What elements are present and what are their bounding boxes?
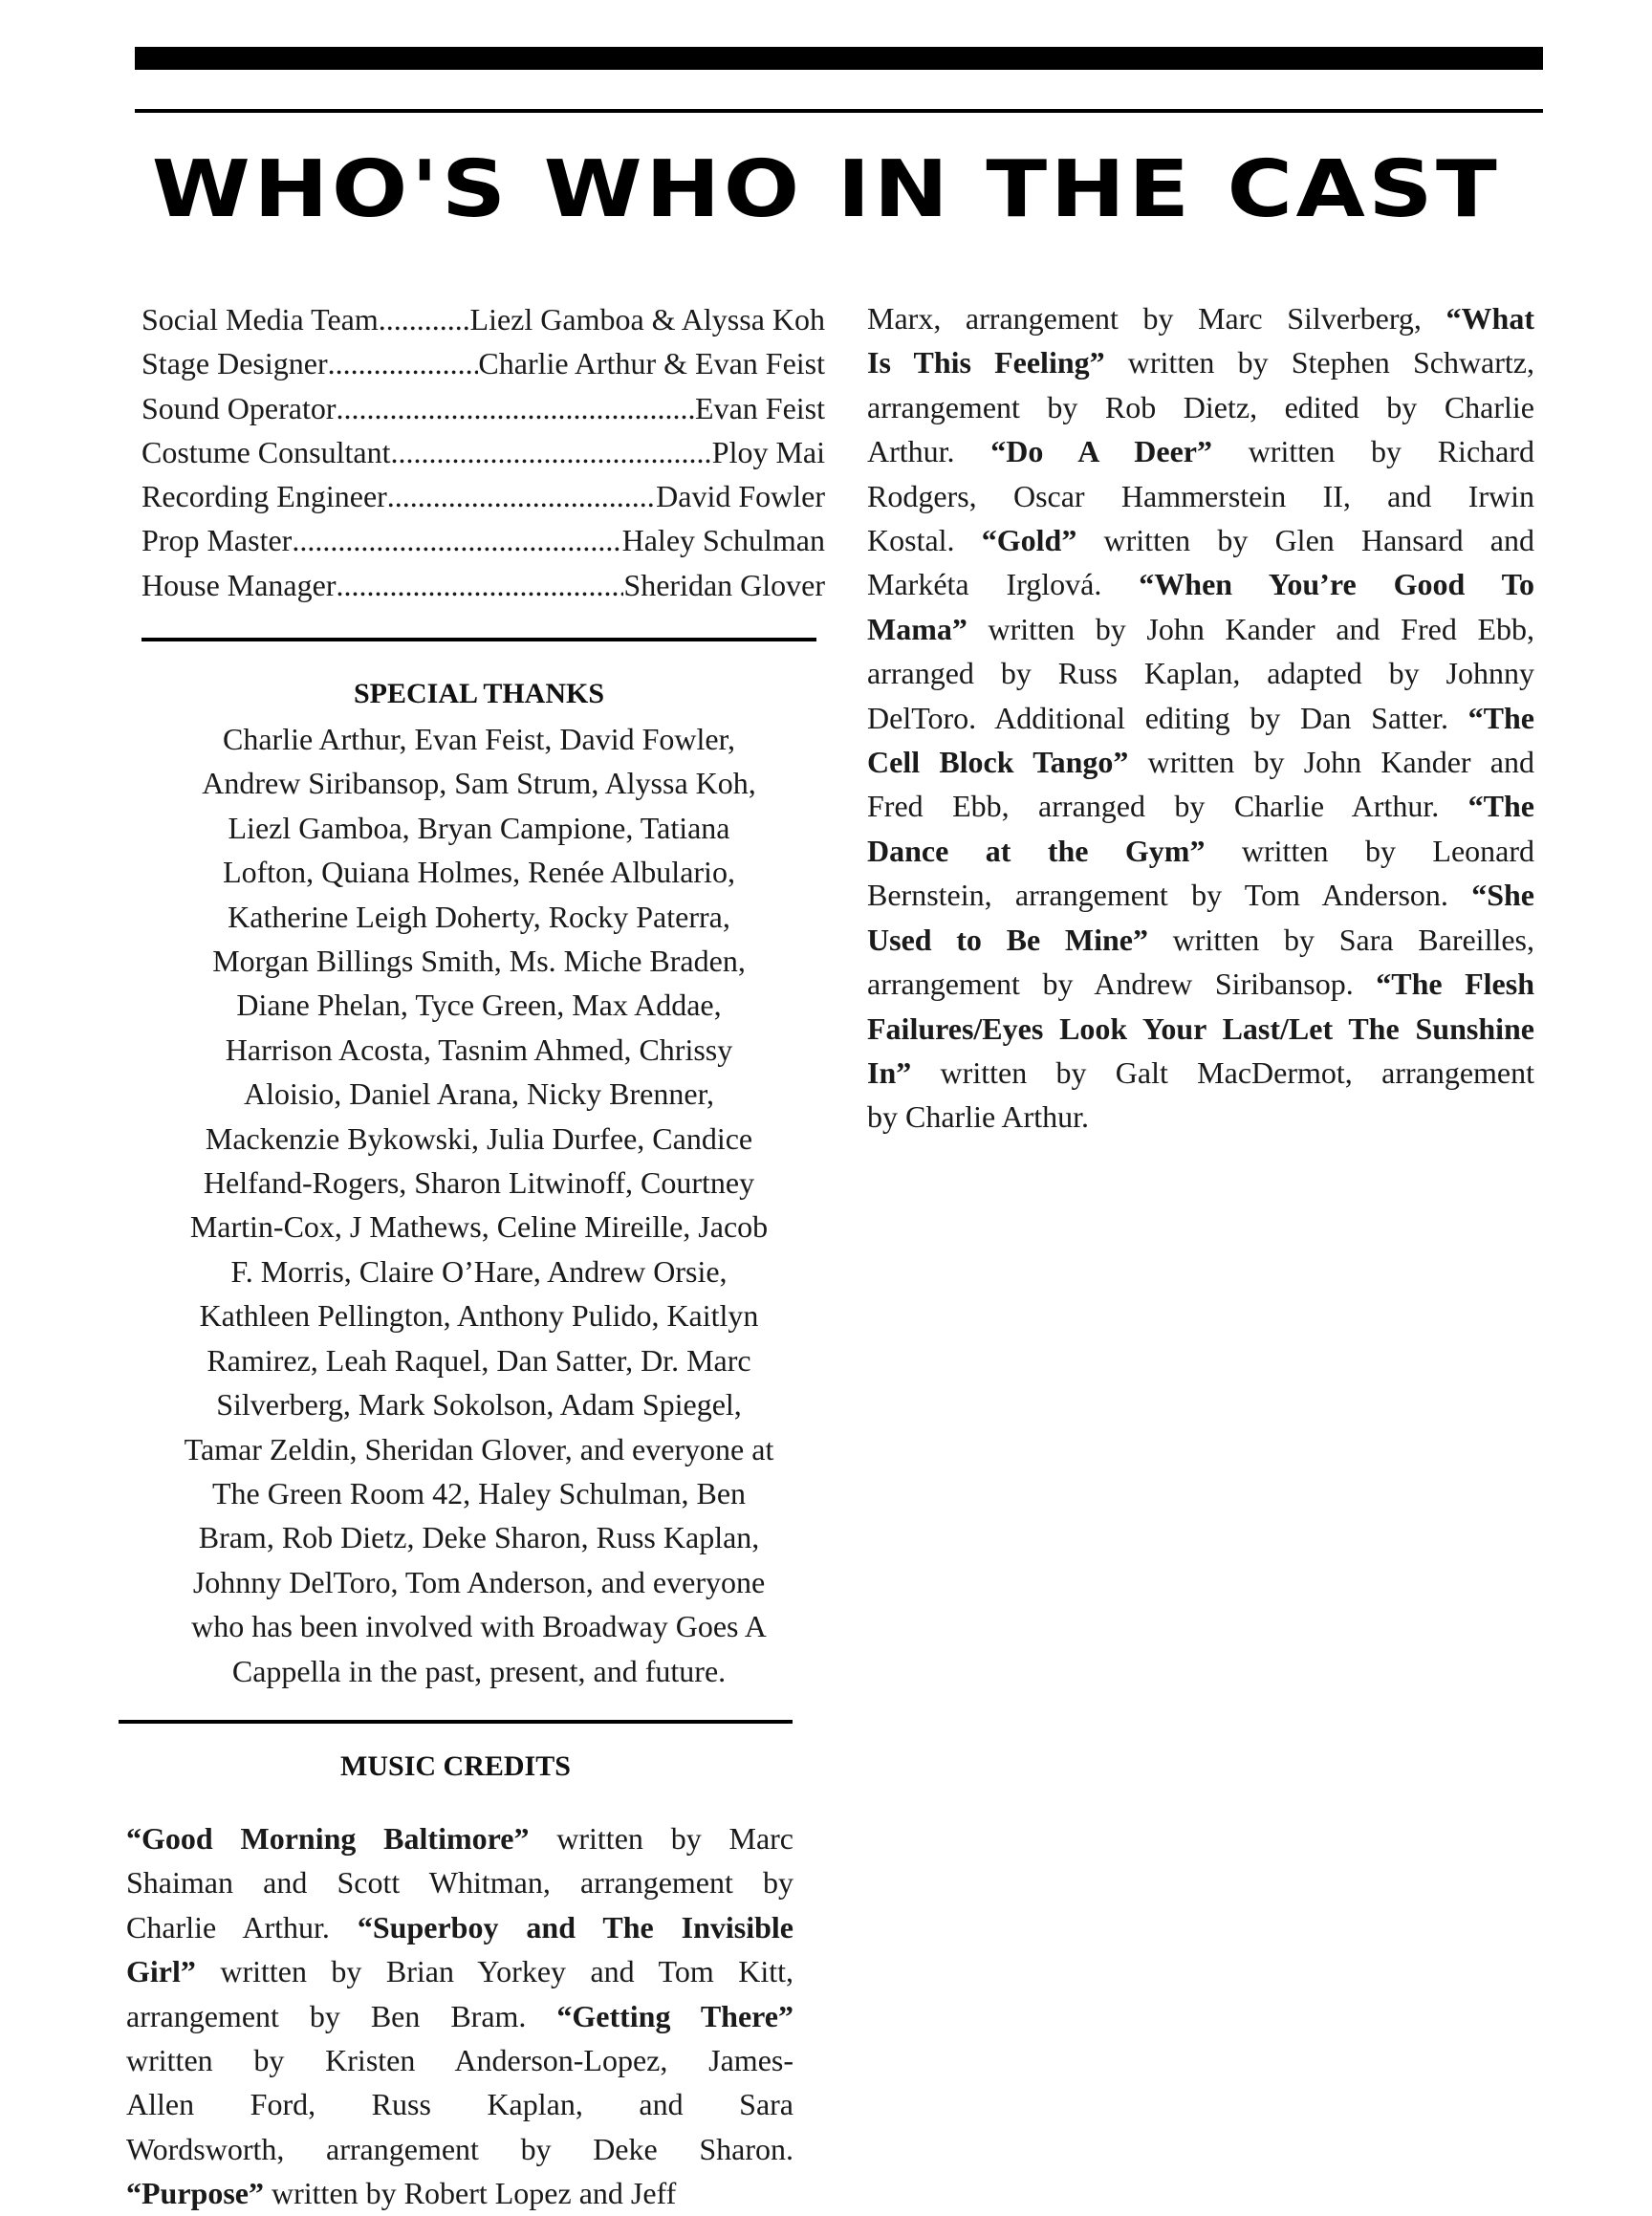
credit-line: [867, 340, 1534, 384]
special-thanks-heading: SPECIAL THANKS: [353, 678, 605, 709]
page-title: WHO'S WHO IN THE CAST: [151, 144, 1501, 235]
crew-role: House Manager: [141, 567, 337, 602]
credit-line: [867, 962, 1534, 1006]
song-title: “Do A Deer”: [990, 434, 1213, 469]
crew-row: [141, 430, 825, 474]
song-title: “Superboy and The Invisible: [357, 1909, 794, 1944]
crew-name: Evan Feist: [695, 390, 825, 425]
credit-line: [867, 1051, 1534, 1095]
song-title: “The Flesh: [1376, 967, 1534, 1002]
song-title: Cell Block Tango”: [867, 745, 1129, 780]
credit-text: written by Marc: [529, 1821, 794, 1856]
thanks-line: Charlie Arthur, Evan Feist, David Fowler,: [222, 722, 735, 756]
crew-name: Ploy Mai: [711, 434, 825, 469]
song-title: In”: [867, 1054, 912, 1090]
credit-text: Allen Ford, Russ Kaplan, and Sara: [126, 2087, 793, 2122]
credit-text: written by Glen Hansard and: [1076, 523, 1535, 558]
thanks-line: Lofton, Quiana Holmes, Renée Albulario,: [223, 855, 735, 890]
credit-line: [867, 918, 1534, 962]
section-divider: [141, 638, 816, 641]
credit-line: [126, 1949, 793, 1993]
thanks-line: Kathleen Pellington, Anthony Pulido, Kaitlyn: [199, 1298, 759, 1334]
credit-text: written by Leonard: [1205, 833, 1535, 868]
crew-name: Sheridan Glover: [623, 567, 825, 602]
credit-text: Markéta Irglová.: [867, 567, 1140, 602]
credit-text: written by John Kander and: [1128, 745, 1535, 780]
music-credits-column-right: [867, 296, 1534, 1140]
crew-role: Costume Consultant: [141, 434, 391, 469]
credit-text: by Charlie Arthur.: [867, 1099, 1089, 1135]
special-thanks-text: [141, 717, 816, 1693]
music-credits-heading: MUSIC CREDITS: [340, 1750, 571, 1782]
leader-dots: [292, 518, 621, 562]
credit-text: Shaiman and Scott Whitman, arrangement by: [126, 1865, 793, 1901]
crew-row: [141, 474, 825, 518]
thanks-line: Silverberg, Mark Sokolson, Adam Spiegel,: [216, 1387, 742, 1423]
credit-line: [867, 873, 1534, 917]
credit-text: written by Brian Yorkey and Tom Kitt,: [195, 1954, 793, 1989]
credit-line: [126, 2038, 793, 2082]
song-title: Used to Be Mine”: [867, 922, 1148, 957]
leader-dots: [390, 430, 711, 474]
leader-dots: [379, 297, 470, 341]
thanks-line: Harrison Acosta, Tasnim Ahmed, Chrissy: [225, 1032, 733, 1067]
thanks-line: Mackenzie Bykowski, Julia Durfee, Candice: [205, 1120, 753, 1156]
credit-text: Bernstein, arrangement by Tom Anderson.: [867, 878, 1472, 913]
credit-line: [867, 740, 1534, 784]
thanks-line: who has been involved with Broadway Goes A: [191, 1609, 767, 1644]
song-title: “The: [1467, 789, 1534, 824]
crew-row: [141, 518, 825, 562]
thanks-line: Aloisio, Daniel Arana, Nicky Brenner,: [244, 1076, 714, 1112]
song-title: “She: [1471, 878, 1534, 913]
credit-line: [867, 562, 1534, 606]
crew-row: [141, 341, 825, 385]
song-title: “What: [1446, 301, 1534, 336]
credit-text: arrangement by Rob Dietz, edited by Charlie: [867, 389, 1534, 424]
credit-line: [867, 607, 1534, 651]
thanks-line: Andrew Siribansop, Sam Strum, Alyssa Koh,: [202, 766, 756, 801]
credit-line: [126, 1816, 793, 1860]
credit-line: [867, 518, 1534, 562]
thanks-line: Martin-Cox, J Mathews, Celine Mireille, Jacob: [189, 1209, 769, 1245]
credit-text: arrangement by Ben Bram.: [126, 1998, 557, 2033]
thanks-line: Ramirez, Leah Raquel, Dan Satter, Dr. Marc: [206, 1342, 751, 1378]
credit-text: written by John Kander and Fred Ebb,: [967, 611, 1534, 646]
credit-text: Fred Ebb, arranged by Charlie Arthur.: [867, 789, 1468, 824]
top-thin-rule: [135, 109, 1543, 113]
song-title: “Getting There”: [556, 1998, 793, 2033]
thanks-line: Johnny DelToro, Tom Anderson, and everyone: [192, 1564, 766, 1599]
credit-line: [867, 1095, 1534, 1139]
credit-text: written by Kristen Anderson-Lopez, James-: [126, 2043, 793, 2078]
credit-line: [867, 696, 1534, 740]
crew-role: Prop Master: [141, 523, 293, 558]
thanks-line: Tamar Zeldin, Sheridan Glover, and everyone at: [184, 1431, 774, 1466]
crew-role: Social Media Team: [141, 302, 379, 337]
credit-line: [867, 829, 1534, 873]
credit-line: [126, 1860, 793, 1904]
crew-row: [141, 563, 825, 607]
credit-text: Rodgers, Oscar Hammerstein II, and Irwin: [867, 478, 1534, 513]
credit-text: Charlie Arthur.: [126, 1909, 358, 1944]
leader-dots: [387, 474, 656, 518]
credit-text: written by Stephen Schwartz,: [1104, 345, 1535, 380]
credit-line: [867, 385, 1534, 429]
credit-text: Kostal.: [867, 523, 982, 558]
thanks-line: Morgan Billings Smith, Ms. Miche Braden,: [212, 944, 746, 979]
credit-text: written by Richard: [1212, 434, 1535, 469]
credit-text: Arthur.: [867, 434, 991, 469]
crew-row: [141, 386, 825, 430]
thanks-line: Bram, Rob Dietz, Deke Sharon, Russ Kaplan,: [198, 1520, 760, 1555]
crew-role: Sound Operator: [141, 390, 337, 425]
song-title: Dance at the Gym”: [867, 833, 1206, 868]
crew-role: Stage Designer: [141, 346, 328, 381]
leader-dots: [328, 341, 479, 385]
song-title: “Gold”: [981, 523, 1077, 558]
top-thick-rule: [135, 47, 1543, 70]
thanks-line: Liezl Gamboa, Bryan Campione, Tatiana: [228, 810, 730, 845]
thanks-line: The Green Room 42, Haley Schulman, Ben: [211, 1475, 747, 1510]
song-title: “Good Morning Baltimore”: [126, 1821, 530, 1856]
crew-name: Charlie Arthur & Evan Feist: [478, 346, 825, 381]
song-title: “When You’re Good To: [1139, 567, 1535, 602]
credit-line: [867, 474, 1534, 518]
song-title: “The: [1467, 700, 1534, 735]
thanks-line: Cappella in the past, present, and future.: [231, 1653, 727, 1688]
song-title: Is This Feeling”: [867, 345, 1105, 380]
song-title: Failures/Eyes Look Your Last/Let The Sunshine: [867, 1010, 1534, 1046]
credit-line: [126, 1994, 793, 2038]
credit-line: [126, 1905, 793, 1949]
credit-text: Marx, arrangement by Marc Silverberg,: [867, 301, 1446, 336]
credit-text: written by Robert Lopez and Jeff: [264, 2176, 677, 2211]
credit-line: [867, 1007, 1534, 1051]
song-title: Mama”: [867, 611, 967, 646]
thanks-line: Helfand-Rogers, Sharon Litwinoff, Courtney: [203, 1165, 755, 1201]
credit-line: [867, 296, 1534, 340]
leader-dots: [336, 563, 623, 607]
crew-name: David Fowler: [656, 479, 825, 514]
credit-text: DelToro. Additional editing by Dan Satter.: [867, 700, 1468, 735]
crew-name: Haley Schulman: [621, 523, 825, 558]
crew-role: Recording Engineer: [141, 479, 387, 514]
credit-line: [126, 2082, 793, 2126]
music-credits-column-left: [126, 1816, 793, 2216]
credit-text: arrangement by Andrew Siribansop.: [867, 967, 1377, 1002]
credit-text: arranged by Russ Kaplan, adapted by Johnny: [867, 656, 1534, 691]
credit-line: [867, 651, 1534, 695]
section-divider: [119, 1720, 793, 1724]
crew-row: [141, 297, 825, 341]
leader-dots: [337, 386, 696, 430]
credit-line: [867, 429, 1534, 473]
thanks-line: Katherine Leigh Doherty, Rocky Paterra,: [228, 899, 730, 934]
credit-text: written by Galt MacDermot, arrangement: [911, 1054, 1534, 1090]
song-title: Girl”: [126, 1954, 196, 1989]
song-title: “Purpose”: [126, 2176, 264, 2211]
credit-text: written by Sara Bareilles,: [1147, 922, 1535, 957]
thanks-line: Diane Phelan, Tyce Green, Max Addae,: [236, 988, 722, 1023]
thanks-line: F. Morris, Claire O’Hare, Andrew Orsie,: [230, 1253, 728, 1289]
crew-name: Liezl Gamboa & Alyssa Koh: [469, 302, 825, 337]
credit-text: Wordsworth, arrangement by Deke Sharon.: [126, 2131, 793, 2166]
credit-line: [867, 784, 1534, 828]
credit-line: [126, 2171, 793, 2215]
credit-line: [126, 2127, 793, 2171]
crew-list: [141, 297, 825, 607]
